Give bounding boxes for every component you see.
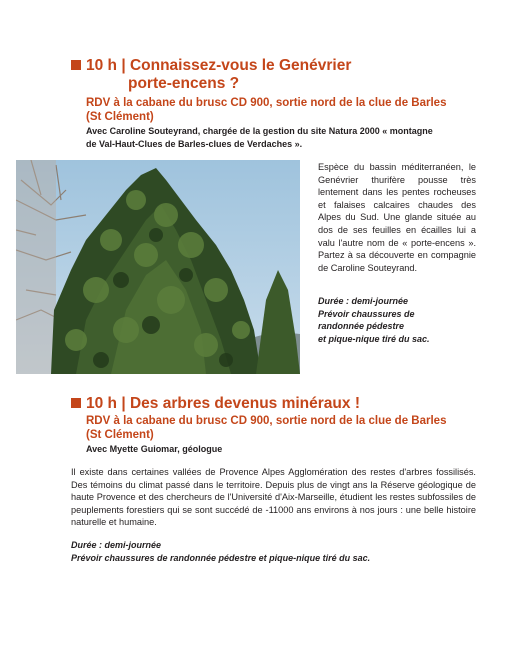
event1-title-line2: porte-encens ?	[128, 75, 240, 92]
event2-practical	[71, 539, 491, 564]
event1-equipment-line3: et pique-nique tiré du sac.	[318, 333, 430, 344]
event2-equipment: Prévoir chaussures de randonnée pédestre et pique-nique tiré du sac.	[71, 552, 371, 563]
event1-host	[86, 125, 506, 150]
event2-duration: Durée : demi-journée	[71, 540, 162, 550]
event1-rdv	[86, 96, 506, 124]
event2-rdv-line1: RDV à la cabane du brusc CD 900, sortie nord de la clue de Barles	[86, 415, 447, 427]
event2-rdv	[86, 414, 506, 442]
event1-rdv-line2: (St Clément)	[86, 111, 154, 123]
event1-practical	[318, 295, 488, 345]
event1-title-line1: 10 h | Connaissez-vous le Genévrier	[86, 57, 352, 74]
event1-equipment-line1: Prévoir chaussures de	[318, 308, 415, 319]
event2-title-text: 10 h | Des arbres devenus minéraux !	[86, 395, 360, 412]
event2-host: Avec Myette Guiomar, géologue	[86, 444, 223, 454]
event1-duration: Durée : demi-journée	[318, 296, 409, 306]
event1-description: Espèce du bassin méditerranéen, le Genévrier thurifère pousse très lentement dans les pentes rocheuses et falaises calcaires chaudes des Alpes du Sud. Une glande située au dos de ses feuilles en écailles lui a valu l'autre nom de « porte-encens ». Partez à sa découverte en compagnie de Caroline Souteyrand.	[318, 162, 476, 273]
event1-equipment-line2: randonnée pédestre	[318, 321, 405, 332]
event1-host-line2: de Val-Haut-Clues de Barles-clues de Verdaches ».	[86, 138, 303, 149]
juniper-photo	[16, 160, 300, 374]
event1-rdv-line1: RDV à la cabane du brusc CD 900, sortie nord de la clue de Barles	[86, 97, 447, 109]
title-square-icon	[71, 398, 81, 408]
event2-description: Il existe dans certaines vallées de Provence Alpes Agglomération des restes d'arbres fossilisés. Des témoins du climat passé dans le territoire. Depuis plus de vingt ans la Réserve géologique de haute Provence et des chercheurs de l'Université d'Aix-Marseille, étudient les restes subfossiles de peuplements forestiers qui se sont succédé de -11000 ans environs à nos jours : une belle histoire naturelle et humaine.	[71, 467, 476, 528]
event1-host-line1: Avec Caroline Souteyrand, chargée de la gestion du site Natura 2000 « montagne	[86, 126, 433, 136]
event2-rdv-line2: (St Clément)	[86, 429, 154, 441]
event1-title	[71, 57, 491, 93]
title-square-icon	[71, 60, 81, 70]
event2-title	[71, 395, 491, 413]
